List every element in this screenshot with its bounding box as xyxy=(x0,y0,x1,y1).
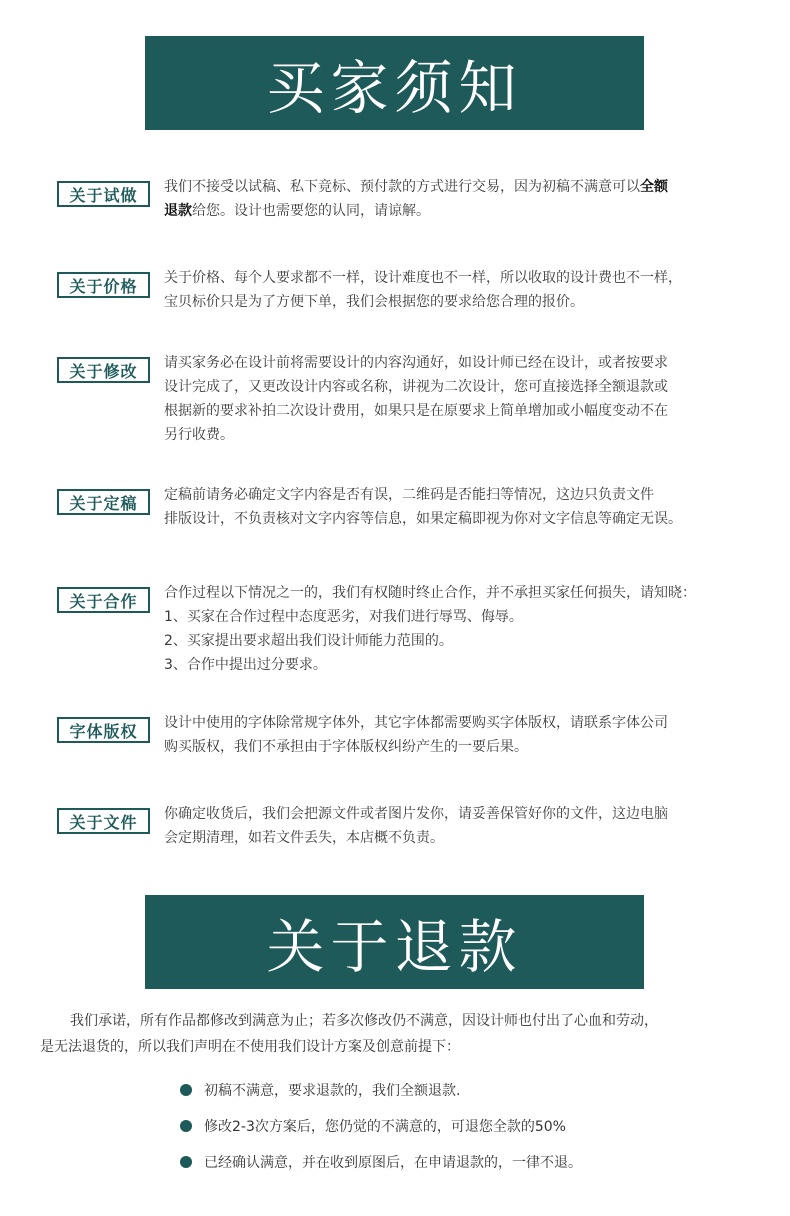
refund-title-banner xyxy=(145,895,644,989)
bullet-text: 修改2-3次方案后，您仍觉的不满意的，可退您全款的50% xyxy=(204,1119,566,1135)
text-line: 定稿前请务必确定文字内容是否有误，二维码是否能扫等情况，这边只负责文件 xyxy=(164,487,654,503)
bold-text: 全额 xyxy=(640,179,668,195)
text-line: 根据新的要求补拍二次设计费用，如果只是在原要求上简单增加或小幅度变动不在 xyxy=(164,403,668,419)
bullet-text: 初稿不满意，要求退款的，我们全额退款. xyxy=(204,1083,461,1099)
text-line: 设计完成了，又更改设计内容或名称，讲视为二次设计，您可直接选择全额退款或 xyxy=(164,379,668,395)
text-line: 关于价格、每个人要求都不一样，设计难度也不一样，所以收取的设计费也不一样， xyxy=(164,270,682,286)
text-line: 是无法退货的，所以我们声明在不使用我们设计方案及创意前提下： xyxy=(40,1039,460,1055)
text-line: 我们承诺，所有作品都修改到满意为止；若多次修改仍不满意，因设计师也付出了心血和劳动， xyxy=(70,1013,658,1029)
section-tag: 关于修改 xyxy=(57,357,150,383)
text-line: 排版设计，不负责核对文字内容等信息，如果定稿即视为你对文字信息等确定无误。 xyxy=(164,511,682,527)
refund-intro xyxy=(40,1008,760,1060)
section-body xyxy=(164,581,754,677)
section-tag: 字体版权 xyxy=(57,717,150,743)
text-line: 你确定收货后，我们会把源文件或者图片发你，请妥善保管好你的文件，这边电脑 xyxy=(164,806,668,822)
list-item xyxy=(180,1072,740,1108)
refund-bullet-list xyxy=(180,1072,740,1180)
section-body xyxy=(164,351,754,447)
page-title: 买家须知 xyxy=(266,54,523,122)
text-segment: 我们不接受以试稿、私下竞标、预付款的方式进行交易，因为初稿不满意可以 xyxy=(164,179,640,195)
section-tag: 关于合作 xyxy=(57,587,150,613)
section-body xyxy=(164,483,754,531)
text-line: 另行收费。 xyxy=(164,427,234,443)
bullet-text: 已经确认满意，并在收到原图后，在申请退款的，一律不退。 xyxy=(204,1155,582,1171)
text-line xyxy=(164,199,754,223)
refund-title: 关于退款 xyxy=(266,913,523,981)
text-segment: 给您。设计也需要您的认同，请谅解。 xyxy=(192,203,430,219)
section-tag: 关于试做 xyxy=(57,181,150,207)
text-line: 合作过程以下情况之一的，我们有权随时终止合作，并不承担买家任何损失，请知晓： xyxy=(164,585,696,601)
section-tag: 关于文件 xyxy=(57,808,150,834)
text-line: 2、买家提出要求超出我们设计师能力范围的。 xyxy=(164,633,453,649)
section-body xyxy=(164,175,754,223)
text-line: 请买家务必在设计前将需要设计的内容沟通好，如设计师已经在设计，或者按要求 xyxy=(164,355,668,371)
bold-text: 退款 xyxy=(164,203,192,219)
section-body xyxy=(164,711,754,759)
text-line: 购买版权，我们不承担由于字体版权纠纷产生的一要后果。 xyxy=(164,739,528,755)
section-body xyxy=(164,266,754,314)
text-line xyxy=(164,175,754,199)
list-item xyxy=(180,1108,740,1144)
bullet-dot-icon xyxy=(180,1120,192,1132)
text-line: 会定期清理，如若文件丢失，本店概不负责。 xyxy=(164,830,444,846)
text-line: 3、合作中提出过分要求。 xyxy=(164,657,327,673)
section-tag: 关于价格 xyxy=(57,272,150,298)
bullet-dot-icon xyxy=(180,1156,192,1168)
section-body xyxy=(164,802,754,850)
text-line: 设计中使用的字体除常规字体外，其它字体都需要购买字体版权，请联系字体公司 xyxy=(164,715,668,731)
text-line: 宝贝标价只是为了方便下单，我们会根据您的要求给您合理的报价。 xyxy=(164,294,584,310)
text-line: 1、买家在合作过程中态度恶劣，对我们进行辱骂、侮辱。 xyxy=(164,609,523,625)
page-title-banner xyxy=(145,36,644,130)
list-item xyxy=(180,1144,740,1180)
bullet-dot-icon xyxy=(180,1084,192,1096)
section-tag: 关于定稿 xyxy=(57,489,150,515)
